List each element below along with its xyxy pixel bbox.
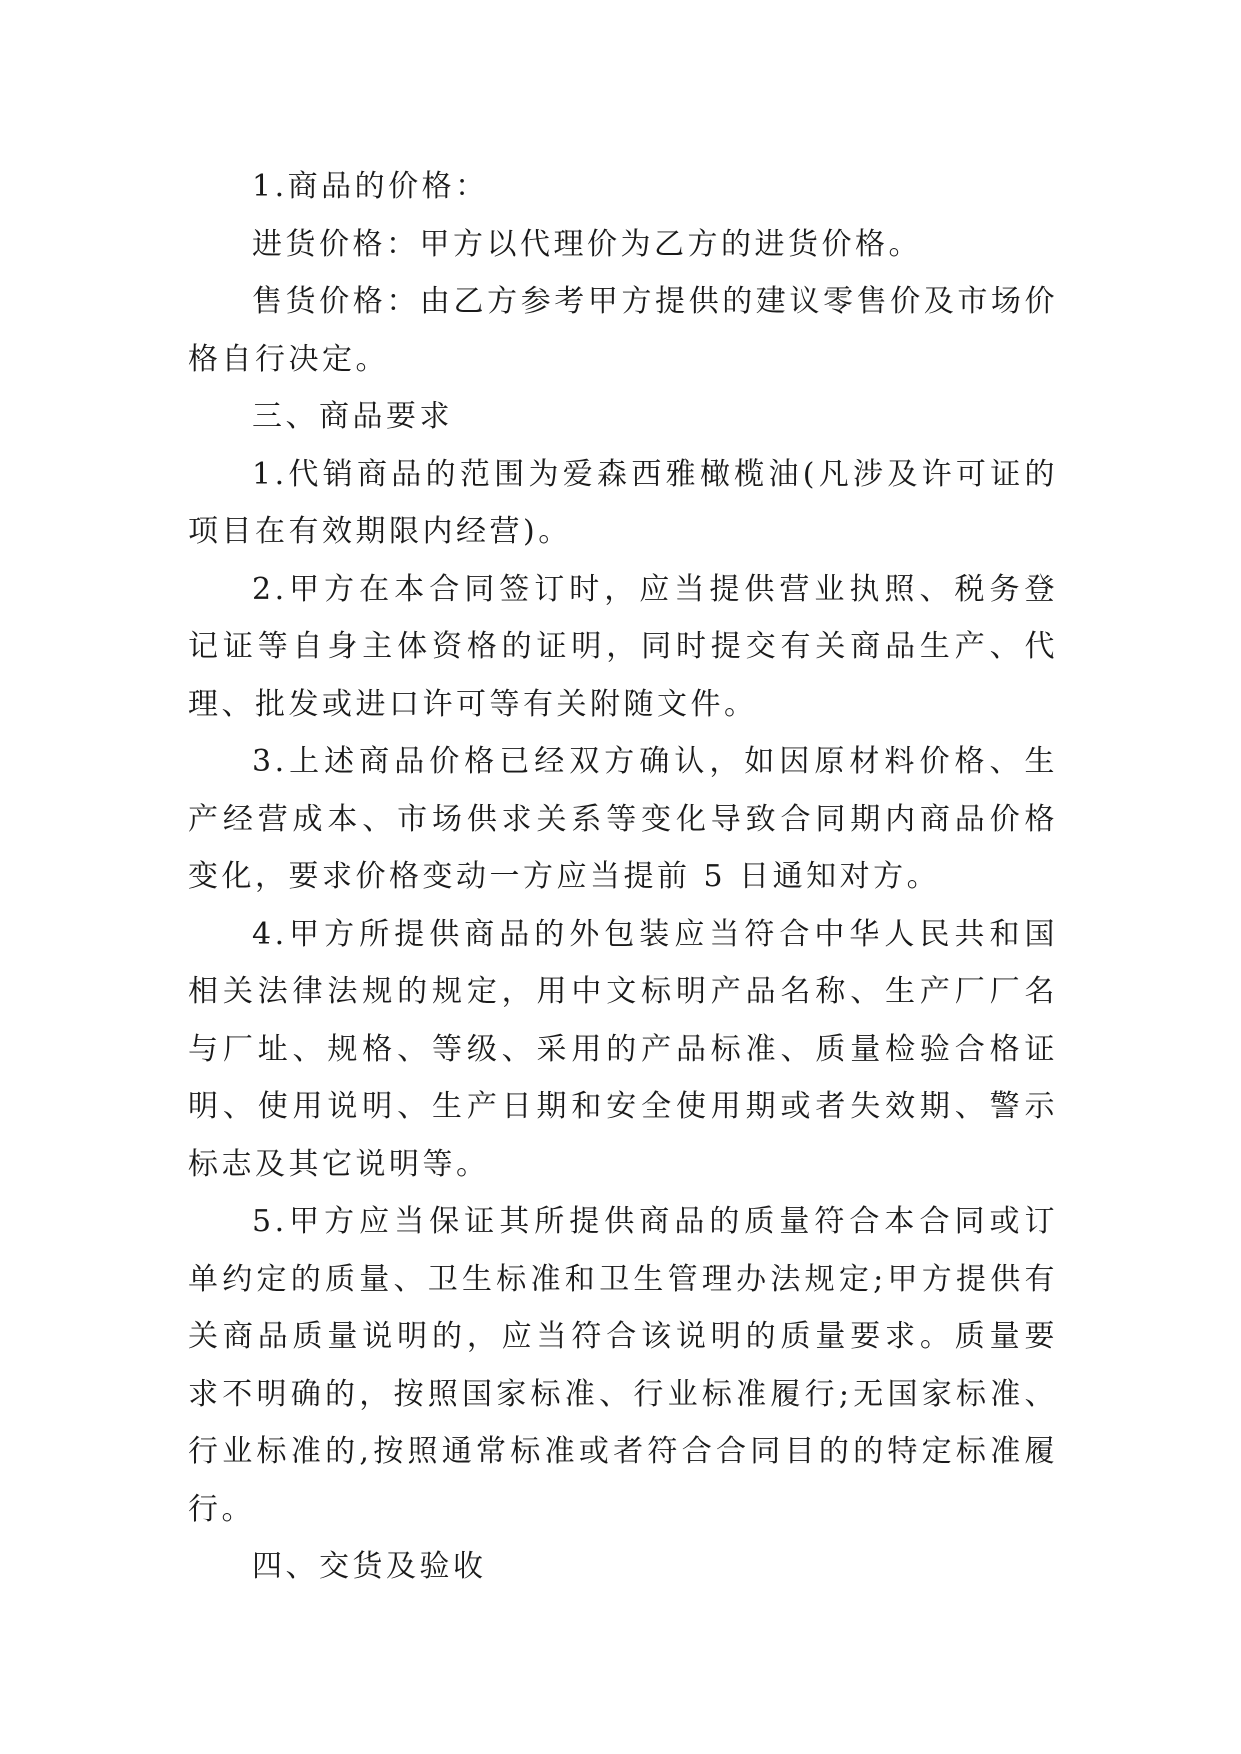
section-heading-product-requirements: 三、商品要求 xyxy=(252,399,453,434)
paragraph-clause-5: 5.甲方应当保证其所提供商品的质量符合本合同或订单约定的质量、卫生标准和卫生管理办法规定;甲方提供有关商品质量说明的，应当符合该说明的质量要求。质量要求不明确的，按照国家标准、行业标准履行;无国家标准、行业标准的,按照通常标准或者符合合同目的的特定标准履行。 xyxy=(188,1204,1058,1527)
paragraph-purchase-price: 进货价格：甲方以代理价为乙方的进货价格。 xyxy=(252,226,922,262)
paragraph-clause-3: 3.上述商品价格已经双方确认，如因原材料价格、生产经营成本、市场供求关系等变化导致合同期内商品价格变化，要求价格变动一方应当提前 5 日通知对方。 xyxy=(188,744,1058,894)
paragraph-clause-2: 2.甲方在本合同签订时，应当提供营业执照、税务登记证等自身主体资格的证明，同时提交有关商品生产、代理、批发或进口许可等有关附随文件。 xyxy=(188,571,1058,722)
paragraph-price-heading: 1.商品的价格： xyxy=(252,169,489,204)
paragraph-clause-4: 4.甲方所提供商品的外包装应当符合中华人民共和国相关法律法规的规定，用中文标明产品名称、生产厂厂名与厂址、规格、等级、采用的产品标准、质量检验合格证明、使用说明、生产日期和安全使用期或者失效期、警示标志及其它说明等。 xyxy=(188,916,1058,1182)
paragraph-sale-price: 售货价格：由乙方参考甲方提供的建议零售价及市场价格自行决定。 xyxy=(188,284,1058,377)
paragraph-clause-1: 1.代销商品的范围为爱森西雅橄榄油(凡涉及许可证的项目在有效期限内经营)。 xyxy=(188,456,1058,549)
section-heading-delivery-acceptance: 四、交货及验收 xyxy=(252,1549,487,1584)
document-body xyxy=(188,158,1058,1596)
